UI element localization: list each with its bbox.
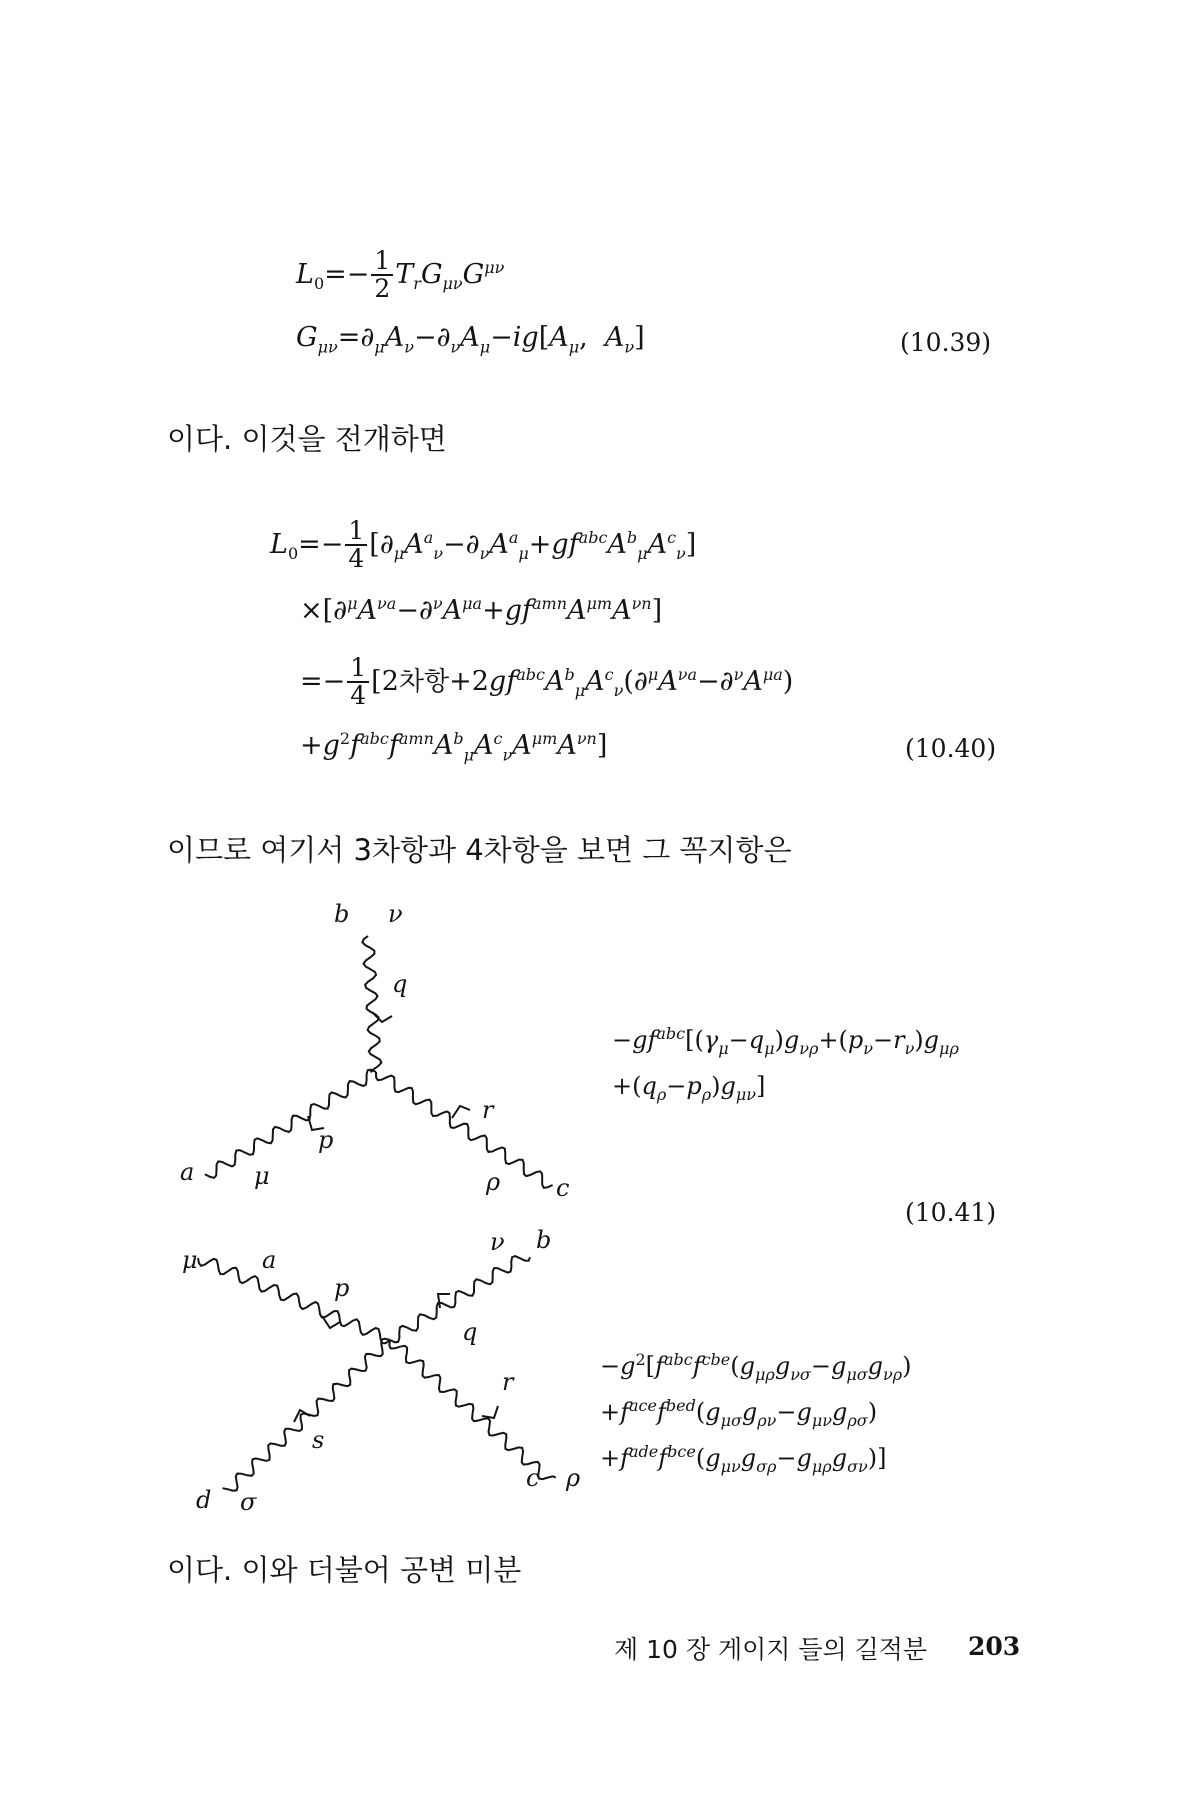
eq-10-40-line2: $\times[\partial^\mu A^{\nu a}-\partial^\nu A^{\mu a}+gf^{amn}A^{\mu m}A^{\nu n}]$: [300, 594, 663, 626]
gluon-line-a: [205, 1070, 376, 1178]
label-c4: c: [526, 1464, 540, 1492]
page-number: 203: [968, 1632, 1021, 1661]
label-b4: b: [536, 1226, 552, 1254]
gluon-line-b: [362, 936, 381, 1072]
diagram-4-expr-line2: $+f^{ace}f^{bed}(g_{\mu\sigma}g_{\rho\nu}-g_{\mu\nu}g_{\rho\sigma})$: [600, 1396, 878, 1430]
eq-10-39-number: (10.39): [900, 328, 992, 357]
gluon-line-c-rho: [389, 1340, 556, 1479]
label-a: a: [180, 1158, 195, 1186]
label-r4: r: [502, 1368, 514, 1396]
diagram-3-vertex: [205, 936, 553, 1188]
label-mu4: μ: [182, 1246, 198, 1274]
label-a4: a: [262, 1246, 277, 1274]
label-p: p: [318, 1126, 334, 1154]
diagram-3-expr-line2: $+(q_\rho-p_\rho)g_{\mu\nu}$]: [612, 1072, 766, 1104]
gluon-line-nu-b: [390, 1256, 530, 1342]
label-rho: ρ: [486, 1168, 501, 1196]
label-nu: ν: [388, 900, 403, 928]
gluon-line-c: [376, 1072, 553, 1188]
eq-10-40-line4: $+g^2f^{abc}f^{amn}A^b_\mu A^c_\nu A^{\mu m}A^{\nu n}$]: [300, 729, 608, 765]
diagram-3-expr-line1: $-gf^{abc}[(\gamma_\mu-q_\mu)g_{\nu\rho}+(p_\nu-r_\nu)g_{\mu\rho}$: [612, 1024, 959, 1058]
paragraph-text-2: 이므로 여기서 3차항과 4차항을 보면 그 꼭지항은: [167, 833, 792, 867]
paragraph-text-1: 이다. 이것을 전개하면: [167, 422, 447, 456]
footer-chapter-title: 제 10 장 게이지 들의 길적분: [614, 1635, 928, 1664]
eq-10-40-line3: =− $\frac{1}{4}$ [2차항$+2gf^{abc}A^b_\mu A^c_\nu(\partial^\mu A^{\nu a}-\partial^\nu A^{\mu a})$: [300, 653, 794, 711]
label-d4: d: [196, 1486, 212, 1514]
label-r: r: [482, 1096, 494, 1124]
label-mu: μ: [254, 1162, 270, 1190]
eq-10-39-line1: $L_0=-$ $\frac{1}{2}$ $T_rG_{\mu\nu}G^{\mu\nu}$: [296, 246, 505, 304]
eq-10-40-line1: $L_0=-$ $\frac{1}{4}$ $[\partial_\mu A^a_\nu-\partial_\nu A^a_\mu+gf^{abc}A^b_\mu A^c_\nu]$: [270, 516, 697, 574]
label-b: b: [334, 900, 350, 928]
label-q4: q: [462, 1318, 478, 1346]
label-nu4: ν: [490, 1228, 505, 1256]
label-s4: s: [312, 1426, 325, 1454]
eq-10-41-number: (10.41): [905, 1198, 997, 1227]
momentum-arrow-r4: [482, 1406, 498, 1418]
eq-10-40-number: (10.40): [905, 734, 997, 763]
eq-10-39-line2: $G_{\mu\nu}=\partial_\mu A_\nu-\partial_\nu A_\mu-ig[A_\mu$, $A_\nu$]: [296, 322, 645, 357]
label-p4: p: [334, 1274, 350, 1302]
gluon-line-mu-a: [198, 1258, 390, 1343]
label-rho4: ρ: [566, 1464, 581, 1492]
diagram-4-expr-line1: $-g^2[f^{abc}f^{cbe}(g_{\mu\rho}g_{\nu\sigma}-g_{\mu\sigma}g_{\nu\rho})$: [600, 1350, 912, 1384]
label-c: c: [556, 1174, 570, 1202]
label-q: q: [392, 970, 408, 998]
label-sigma4: σ: [240, 1488, 257, 1516]
momentum-arrow-r: [452, 1106, 470, 1118]
diagram-4-expr-line3: $+f^{ade}f^{bce}(g_{\mu\nu}g_{\sigma\rho}-g_{\mu\rho}g_{\sigma\nu})$]: [600, 1442, 887, 1476]
momentum-arrow-s4: [294, 1410, 310, 1422]
paragraph-text-3: 이다. 이와 더불어 공변 미분: [167, 1553, 522, 1587]
